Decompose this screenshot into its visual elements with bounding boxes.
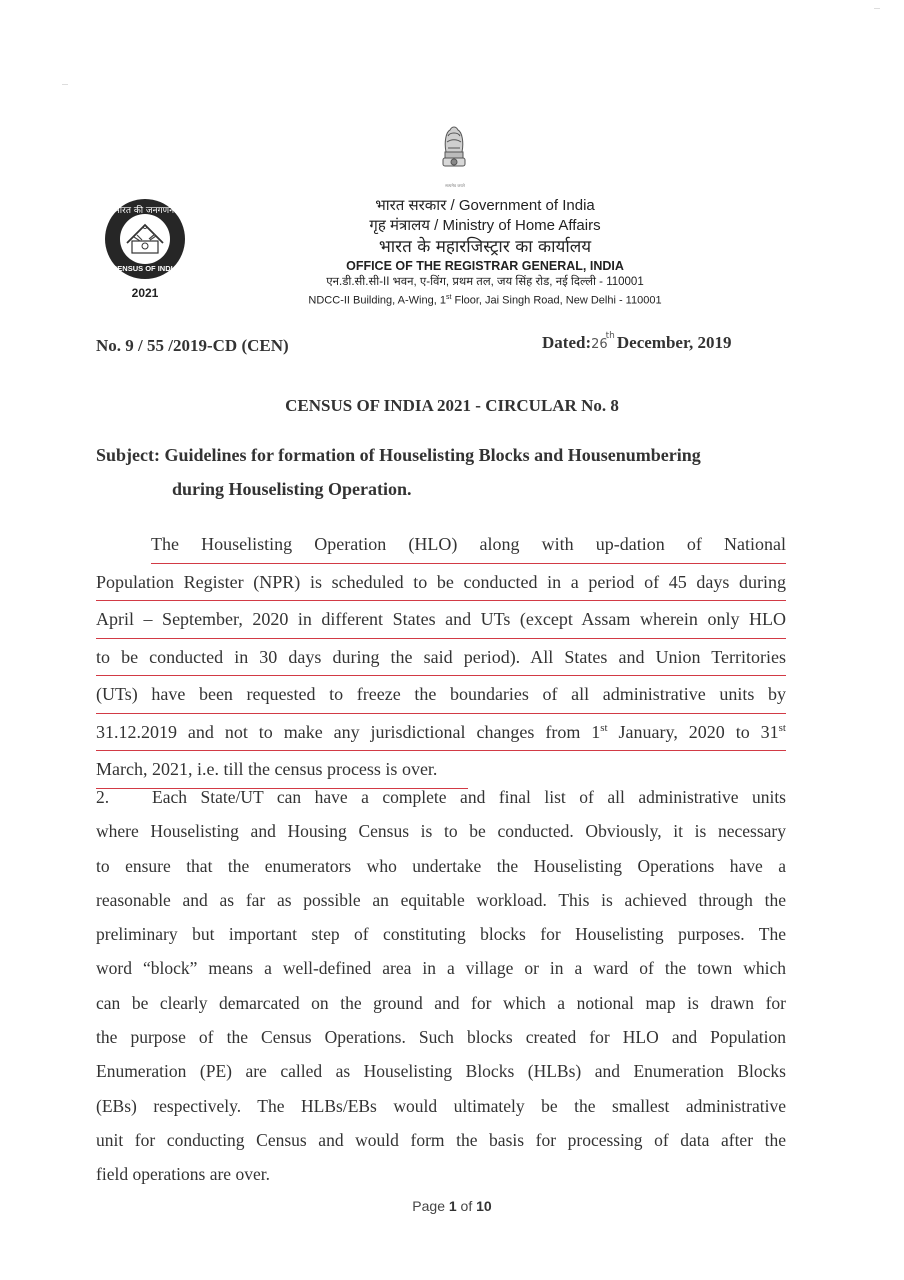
paragraph-line: word “block” means a well-defined area in a village or in a ward of the town which xyxy=(96,958,786,979)
scan-artifact xyxy=(62,84,68,85)
line-text: January, 2020 to 31 xyxy=(607,721,779,742)
emblem-caption: सत्यमेव जयते xyxy=(445,183,465,188)
svg-text:भारत की जनगणना: भारत की जनगणना xyxy=(113,206,177,216)
paragraph-line: unit for conducting Census and would form the basis for processing of data after the xyxy=(96,1129,786,1150)
paragraph-line: The Houselisting Operation (HLO) along with up-dation of National xyxy=(151,526,786,564)
page-number xyxy=(0,1198,904,1214)
scan-artifact xyxy=(874,8,880,9)
subject xyxy=(96,438,786,506)
line-text: 31.12.2019 and not to make any jurisdictional changes from 1 xyxy=(96,721,601,742)
ministry-line: गृह मंत्रालय / Ministry of Home Affairs xyxy=(369,217,601,234)
current-page: 1 xyxy=(448,1198,457,1214)
address-text: Floor, Jai Singh Road, New Delhi - 110001 xyxy=(451,294,662,307)
paragraph-line: (EBs) respectively. The HLBs/EBs would ultimately be the smallest administrative xyxy=(96,1095,786,1116)
circular-title: CENSUS OF INDIA 2021 - CIRCULAR No. 8 xyxy=(285,396,619,415)
subject-line-1: Guidelines for formation of Houselisting Blocks and Housenumbering xyxy=(164,445,701,465)
letterhead xyxy=(230,196,740,309)
line-text: Each State/UT can have a complete and final list of all administrative units xyxy=(152,787,786,807)
paragraph-line: March, 2021, i.e. till the census process is over. xyxy=(96,751,468,789)
handwritten-suffix: th xyxy=(605,331,615,341)
paragraph-line: field operations are over. xyxy=(96,1164,270,1185)
paragraph-line: (UTs) have been requested to freeze the boundaries of all administrative units by xyxy=(96,676,786,714)
paragraph-line: reasonable and as far as possible an equitable workload. This is achieved through the xyxy=(96,889,786,910)
paragraph-2 xyxy=(96,780,786,1192)
handwritten-day: 26 xyxy=(591,337,608,352)
national-emblem-icon xyxy=(436,122,472,184)
reference-number: No. 9 / 55 /2019-CD (CEN) xyxy=(96,336,289,355)
paragraph-number: 2. xyxy=(96,787,110,807)
paragraph-line: Enumeration (PE) are called as Houselisting Blocks (HLBs) and Enumeration Blocks xyxy=(96,1061,786,1082)
page-label: Page xyxy=(412,1198,449,1214)
paragraph-1 xyxy=(96,526,786,789)
ordinal-suffix: st xyxy=(600,721,608,734)
total-pages: 10 xyxy=(476,1198,492,1214)
svg-text:CENSUS OF INDIA: CENSUS OF INDIA xyxy=(111,264,179,273)
government-line: भारत सरकार / Government of India xyxy=(375,197,595,214)
subject-label: Subject: xyxy=(96,445,165,465)
office-hindi-line: भारत के महारजिस्ट्रार का कार्यालय xyxy=(378,237,592,257)
ordinal-suffix: st xyxy=(445,294,452,301)
paragraph-line: to ensure that the enumerators who undertake the Houselisting Operations have a xyxy=(96,855,786,876)
address-hindi-line: एन.डी.सी.सी-II भवन, ए-विंग, प्रथम तल, जय सिंह रोड, नई दिल्ली - 110001 xyxy=(326,276,644,288)
address-english-line xyxy=(230,290,740,309)
paragraph-line: the purpose of the Census Operations. Such blocks created for HLO and Population xyxy=(96,1027,786,1048)
date-line xyxy=(542,333,731,353)
paragraph-line: can be clearly demarcated on the ground and for which a notional map is drawn for xyxy=(96,992,786,1013)
paragraph-line: to be conducted in 30 days during the said period). All States and Union Territories xyxy=(96,639,786,677)
ordinal-suffix: st xyxy=(778,721,786,734)
office-english-line: OFFICE OF THE REGISTRAR GENERAL, INDIA xyxy=(346,259,624,273)
paragraph-line: April – September, 2020 in different States and UTs (except Assam wherein only HLO xyxy=(96,601,786,639)
of-label: of xyxy=(456,1198,477,1214)
paragraph-line: where Houselisting and Housing Census is to be conducted. Obviously, it is necessary xyxy=(96,821,786,842)
paragraph-line xyxy=(96,780,786,814)
census-of-india-logo-icon xyxy=(103,197,187,281)
paragraph-line xyxy=(96,714,786,752)
census-year: 2021 xyxy=(131,286,159,300)
address-text: NDCC-II Building, A-Wing, 1 xyxy=(308,294,446,307)
dated-label: Dated: xyxy=(542,333,592,352)
subject-line-2: during Houselisting Operation. xyxy=(172,479,412,499)
dated-month-year: December, 2019 xyxy=(616,333,732,352)
paragraph-line: Population Register (NPR) is scheduled to be conducted in a period of 45 days during xyxy=(96,564,786,602)
paragraph-line: preliminary but important step of constituting blocks for Houselisting purposes. The xyxy=(96,924,786,945)
